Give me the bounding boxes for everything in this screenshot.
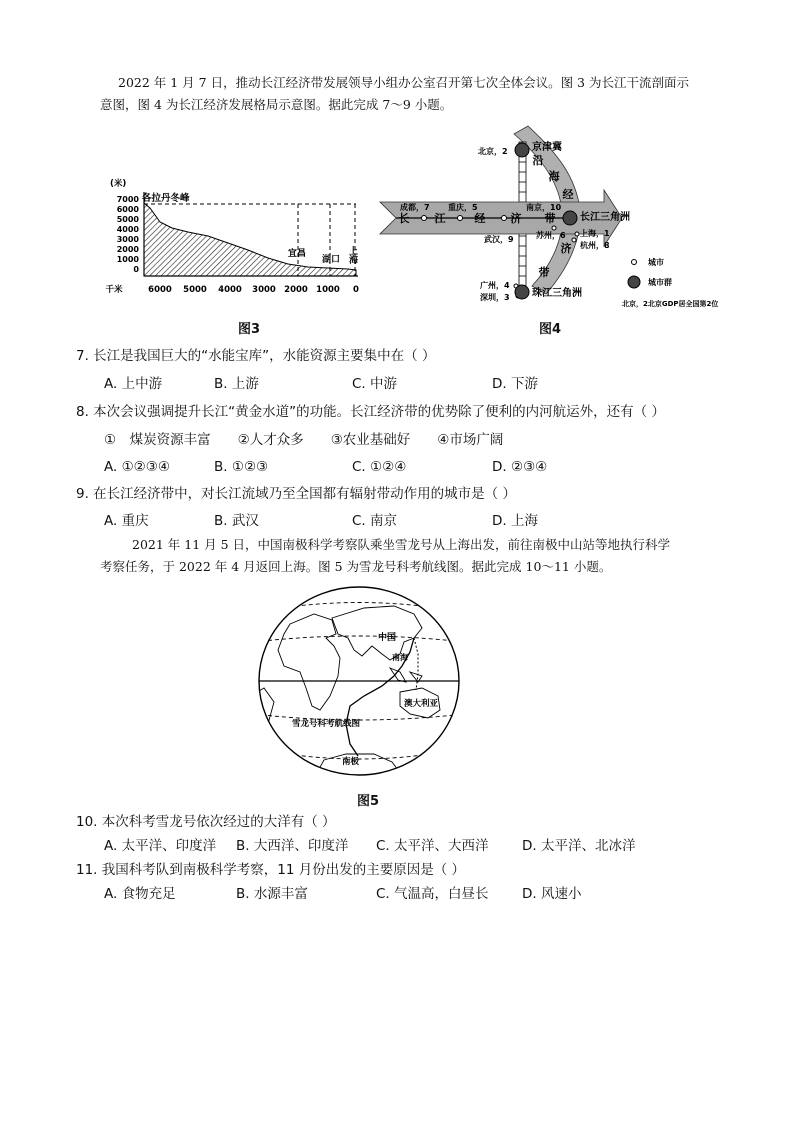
fig4-axis-char: 带	[544, 212, 556, 225]
question-10-option-a[interactable]: A. 太平洋、印度洋	[104, 838, 217, 854]
fig3-x-tick: 0	[353, 285, 359, 295]
fig3-y-tick: 4000	[116, 225, 139, 234]
question-7-option-d[interactable]: D. 下游	[492, 376, 538, 392]
question-8-items: ① 煤炭资源丰富 ②人才众多 ③农业基础好 ④市场广阔	[104, 432, 504, 448]
fig3-y-tick: 7000	[116, 195, 139, 204]
fig4-legend-cluster: 城市群	[648, 278, 672, 287]
intro2-line-1: 2021 年 11 月 5 日，中国南极科学考察队乘坐雪龙号从上海出发，前往南极中山站等地执行科学	[132, 537, 671, 552]
fig3-city-yichang: 宜昌	[288, 249, 307, 259]
fig4-axis-char: 济	[510, 212, 522, 225]
question-7-option-a[interactable]: A. 上中游	[104, 376, 163, 392]
fig3-peak-label: 各拉丹冬峰	[142, 193, 190, 204]
fig3-y-tick: 5000	[116, 215, 139, 224]
question-9-option-d[interactable]: D. 上海	[492, 513, 538, 529]
fig3-caption: 图3	[238, 322, 261, 337]
fig5-label-china: 中国	[378, 633, 397, 643]
fig4-cluster-jjj: 京津冀	[532, 142, 562, 153]
fig3-y-tick: 3000	[116, 235, 139, 244]
fig4-city-shenzhen: 深圳，3	[480, 293, 510, 302]
fig4-coast-char: 带	[538, 266, 550, 279]
fig3-city-hukou: 湖口	[322, 255, 341, 265]
intro-line-2: 意图，图 4 为长江经济发展格局示意图。据此完成 7～9 小题。	[100, 97, 453, 112]
figure-4-economic-layout	[376, 124, 719, 314]
fig3-x-tick: 5000	[183, 285, 207, 295]
question-10-option-c[interactable]: C. 太平洋、大西洋	[376, 838, 489, 854]
fig3-river-profile	[144, 203, 356, 276]
question-10-option-d[interactable]: D. 太平洋、北冰洋	[522, 838, 636, 854]
intro2-line-2: 考察任务，于 2022 年 4 月返回上海。图 5 为雪龙号科考航线图。据此完成 10～11 小题。	[100, 559, 612, 574]
question-10-stem: 10. 本次科考雪龙号依次经过的大洋有（ ）	[76, 814, 336, 830]
fig3-x-tick: 2000	[284, 285, 308, 295]
fig4-coast-char: 经	[562, 188, 574, 201]
fig4-city-chengdu: 成都，7	[400, 203, 430, 212]
question-7-option-c[interactable]: C. 中游	[352, 376, 398, 392]
question-11-stem: 11. 我国科考队到南极科学考察，11 月份出发的主要原因是（ ）	[76, 862, 466, 878]
question-8-option-c[interactable]: C. ①②④	[352, 459, 407, 475]
fig4-axis-char: 经	[474, 212, 486, 225]
question-7-option-b[interactable]: B. 上游	[214, 376, 259, 392]
fig4-city-suzhou: 苏州，6	[536, 231, 566, 240]
question-11-option-c[interactable]: C. 气温高，白昼长	[376, 886, 489, 902]
question-9-stem: 9. 在长江经济带中，对长江流域乃至全国都有辐射带动作用的城市是（ ）	[76, 486, 516, 502]
fig4-caption: 图4	[539, 322, 562, 337]
fig3-y-unit: (米)	[110, 179, 127, 189]
fig4-city-wuhan: 武汉，9	[484, 235, 514, 244]
fig4-node-prd	[515, 285, 529, 299]
fig4-axis-char: 长	[398, 212, 410, 225]
fig5-caption: 图5	[357, 794, 380, 809]
question-11-option-a[interactable]: A. 食物充足	[104, 886, 176, 902]
fig4-legend-note: 北京，2北京GDP居全国第2位	[622, 300, 719, 308]
fig3-x-tick: 3000	[252, 285, 276, 295]
fig4-legend-city: 城市	[648, 258, 664, 267]
fig5-label-antarctica: 南极	[342, 757, 360, 767]
fig3-x-tick: 6000	[148, 285, 172, 295]
fig4-coast-char: 沿	[532, 154, 544, 167]
question-8-option-b[interactable]: B. ①②③	[214, 459, 269, 475]
question-8-option-d[interactable]: D. ②③④	[492, 459, 548, 475]
question-9-option-a[interactable]: A. 重庆	[104, 513, 149, 529]
question-11-option-d[interactable]: D. 风速小	[522, 886, 582, 902]
fig4-city-beijing: 北京，2	[478, 147, 508, 156]
fig4-city-chongqing: 重庆，5	[448, 203, 478, 212]
fig4-cluster-prd: 珠江三角洲	[532, 288, 582, 299]
question-7-stem: 7. 长江是我国巨大的“水能宝库”，水能资源主要集中在（ ）	[76, 348, 436, 364]
intro-line-1: 2022 年 1 月 7 日，推动长江经济带发展领导小组办公室召开第七次全体会议。图 3 为长江干流剖面示	[118, 75, 689, 90]
figure-5-route-map	[254, 584, 464, 778]
fig3-y-tick: 1000	[116, 255, 139, 264]
fig4-city-guangzhou: 广州，4	[480, 281, 510, 290]
fig4-city-hangzhou: 杭州，8	[580, 241, 610, 250]
fig3-city-shanghai: 上海	[347, 246, 357, 264]
fig3-x-unit: 千米	[105, 285, 123, 295]
fig4-coast-char: 海	[548, 170, 560, 183]
fig4-axis-char: 江	[434, 212, 446, 225]
question-9-option-c[interactable]: C. 南京	[352, 513, 398, 529]
question-10-option-b[interactable]: B. 大西洋、印度洋	[236, 838, 349, 854]
fig3-y-tick: 6000	[116, 205, 139, 214]
fig4-city-nanjing: 南京，10	[526, 203, 562, 212]
fig5-route-title: 雪龙号科考航线图	[292, 719, 361, 729]
question-8-option-a[interactable]: A. ①②③④	[104, 459, 170, 475]
fig4-cluster-yrd: 长江三角洲	[580, 212, 630, 223]
fig3-y-tick: 2000	[116, 245, 139, 254]
fig3-y-tick: 0	[133, 265, 139, 274]
question-8-stem: 8. 本次会议强调提升长江“黄金水道”的功能。长江经济带的优势除了便利的内河航运外，还有（ ）	[76, 404, 665, 420]
fig5-label-nanhai: 南海	[392, 653, 408, 662]
question-11-option-b[interactable]: B. 水源丰富	[236, 886, 308, 902]
fig5-label-australia: 澳大利亚	[404, 699, 439, 709]
fig3-x-tick: 1000	[316, 285, 340, 295]
fig4-city-shanghai: 上海，1	[580, 229, 610, 238]
figure-3-profile	[105, 170, 368, 300]
fig4-coast-char: 济	[560, 242, 572, 255]
question-9-option-b[interactable]: B. 武汉	[214, 513, 259, 529]
fig3-x-tick: 4000	[218, 285, 242, 295]
fig4-node-yrd	[563, 211, 577, 225]
fig4-node-jjj	[515, 143, 529, 157]
